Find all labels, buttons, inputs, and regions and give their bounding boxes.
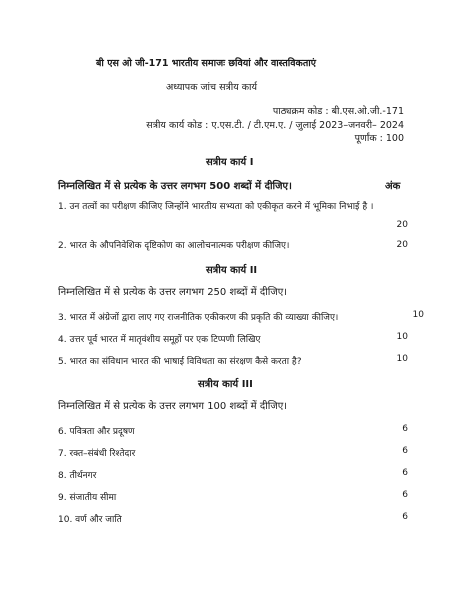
question-3-marks: 10 (412, 310, 424, 320)
total-marks: पूर्णांक : 100 (354, 133, 404, 144)
question-3: 3. भारत में अंग्रेजों द्वारा लाए गए राजनीतिक एकीकरण की प्रकृति की व्याख्या कीजिए। (58, 313, 339, 323)
question-5-marks: 10 (396, 354, 408, 364)
question-6: 6. पवित्रता और प्रदूषण (58, 427, 135, 437)
question-8: 8. तीर्थनगर (58, 471, 97, 481)
section-title-1: सत्रीय कार्य I (206, 157, 254, 168)
question-10-marks: 6 (402, 512, 408, 522)
question-1-marks: 20 (396, 220, 408, 230)
question-10: 10. वर्ण और जाति (58, 515, 122, 525)
assignment-code: सत्रीय कार्य कोड : ए.एस.टी. / टी.एम.ए. / जुलाई 2023–जनवरी– 2024 (146, 120, 404, 131)
question-2: 2. भारत के औपनिवेशिक दृष्टिकोण का आलोचनात्मक परीक्षण कीजिए। (58, 241, 290, 251)
question-6-marks: 6 (402, 424, 408, 434)
question-5: 5. भारत का संविधान भारत की भाषाई विविधता का संरक्षण कैसे करता है? (58, 357, 302, 367)
question-9: 9. संजातीय सीमा (58, 493, 117, 503)
question-2-marks: 20 (396, 240, 408, 250)
question-4: 4. उत्तर पूर्व भारत में मातृवंशीय समूहों पर एक टिप्पणी लिखिए (58, 335, 261, 345)
course-code: पाठ्यक्रम कोड : बी.एस.ओ.जी.-171 (272, 106, 404, 117)
document-title: बी एस ओ जी-171 भारतीय समाजः छवियां और वास्तविकताएं (96, 58, 316, 69)
question-4-marks: 10 (396, 332, 408, 342)
question-1: 1. उन तत्वों का परीक्षण कीजिए जिन्होंने भारतीय सभ्यता को एकीकृत करने में भूमिका निभाई है । (58, 202, 374, 212)
question-9-marks: 6 (402, 490, 408, 500)
question-8-marks: 6 (402, 468, 408, 478)
marks-column-header: अंक (385, 181, 401, 192)
question-7: 7. रक्त–संबंधी रिश्तेदार (58, 449, 136, 459)
question-7-marks: 6 (402, 446, 408, 456)
section-instruction-2: निम्नलिखित में से प्रत्येक के उत्तर लगभग 250 शब्दों में दीजिए। (58, 287, 288, 298)
section-instruction-1: निम्नलिखित में से प्रत्येक के उत्तर लगभग 500 शब्दों में दीजिए। (58, 181, 292, 192)
section-title-2: सत्रीय कार्य II (206, 265, 258, 276)
document-subtitle: अध्यापक जांच सत्रीय कार्य (166, 82, 257, 93)
section-instruction-3: निम्नलिखित में से प्रत्येक के उत्तर लगभग 100 शब्दों में दीजिए। (58, 401, 288, 412)
section-title-3: सत्रीय कार्य III (198, 379, 253, 390)
